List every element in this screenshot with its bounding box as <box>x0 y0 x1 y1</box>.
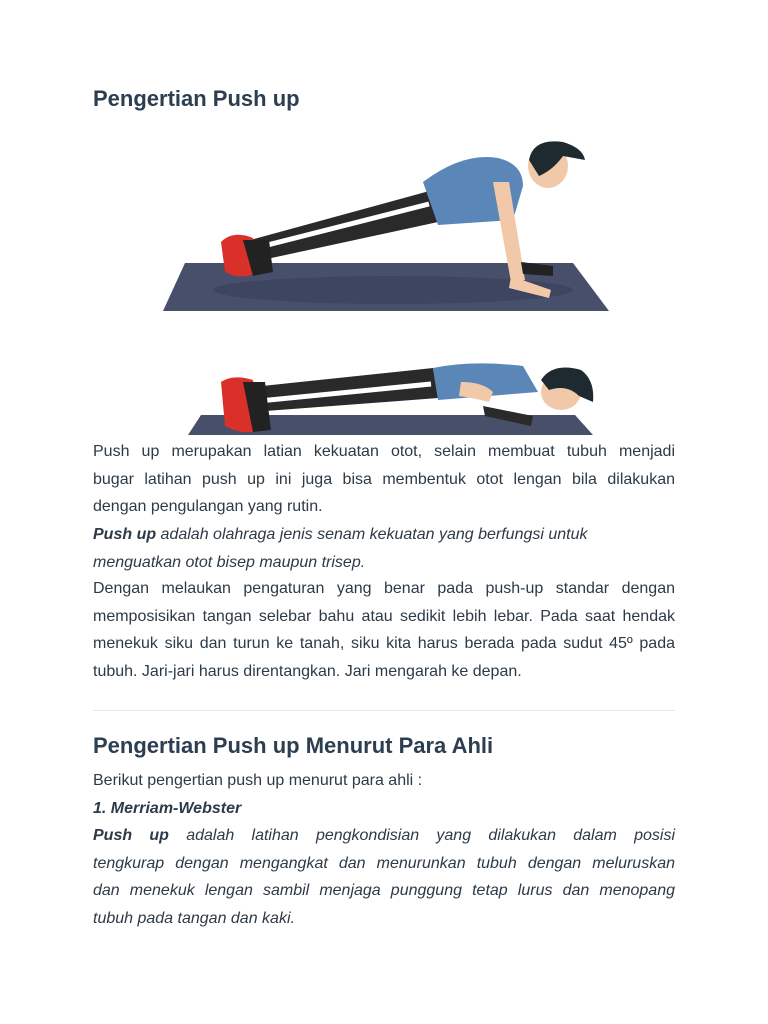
paragraph-line: memposisikan tangan selebar bahu atau sedikit lebih lebar. Pada saat hendak <box>93 607 675 625</box>
term-bold: Push up <box>93 827 169 844</box>
paragraph-line: tubuh pada tangan dan kaki. <box>93 909 295 927</box>
lowered-position-illustration <box>188 363 593 435</box>
paragraph-definition <box>93 521 675 576</box>
paragraph-ahli-intro: Berikut pengertian push up menurut para ahli : <box>93 772 423 789</box>
section-title-pengertian: Pengertian Push up <box>93 86 300 111</box>
paragraph-line: tengkurap dengan mengangkat dan menurunkan tubuh dengan meluruskan <box>93 854 675 872</box>
paragraph-line: dan menekuk lengan sambil menjaga punggung tetap lurus dan menopang <box>93 882 675 899</box>
section-divider <box>93 710 675 711</box>
paragraph-line: tubuh. Jari-jari harus direntangkan. Jari mengarah ke depan. <box>93 662 522 680</box>
paragraph-line: menguatkan otot bisep maupun trisep. <box>93 553 366 571</box>
paragraph-merriam-webster <box>93 822 675 932</box>
section-title-menurut-ahli: Pengertian Push up Menurut Para Ahli <box>93 733 494 758</box>
paragraph-line: dengan pengulangan yang rutin. <box>93 498 323 515</box>
term-bold: Push up <box>93 526 157 543</box>
paragraph-line: Push up merupakan latian kekuatan otot, selain membuat tubuh menjadi <box>93 443 675 460</box>
paragraph-line: adalah latihan pengkondisian yang dilakukan dalam posisi <box>168 827 675 844</box>
paragraph-line: adalah olahraga jenis senam kekuatan yang berfungsi untuk <box>156 526 588 543</box>
paragraph-line: menekuk siku dan turun ke tanah, siku kita harus berada pada sudut 45º pada <box>93 635 675 652</box>
item-heading-merriam-webster: 1. Merriam-Webster <box>93 800 242 817</box>
paragraph-intro <box>93 438 675 521</box>
plank-position-illustration <box>163 141 609 311</box>
paragraph-technique <box>93 575 675 685</box>
push-up-illustration <box>93 130 675 440</box>
paragraph-line: Dengan melaukan pengaturan yang benar pada push-up standar dengan <box>93 580 675 597</box>
paragraph-line: bugar latihan push up ini juga bisa membentuk otot lengan bila dilakukan <box>93 470 675 488</box>
